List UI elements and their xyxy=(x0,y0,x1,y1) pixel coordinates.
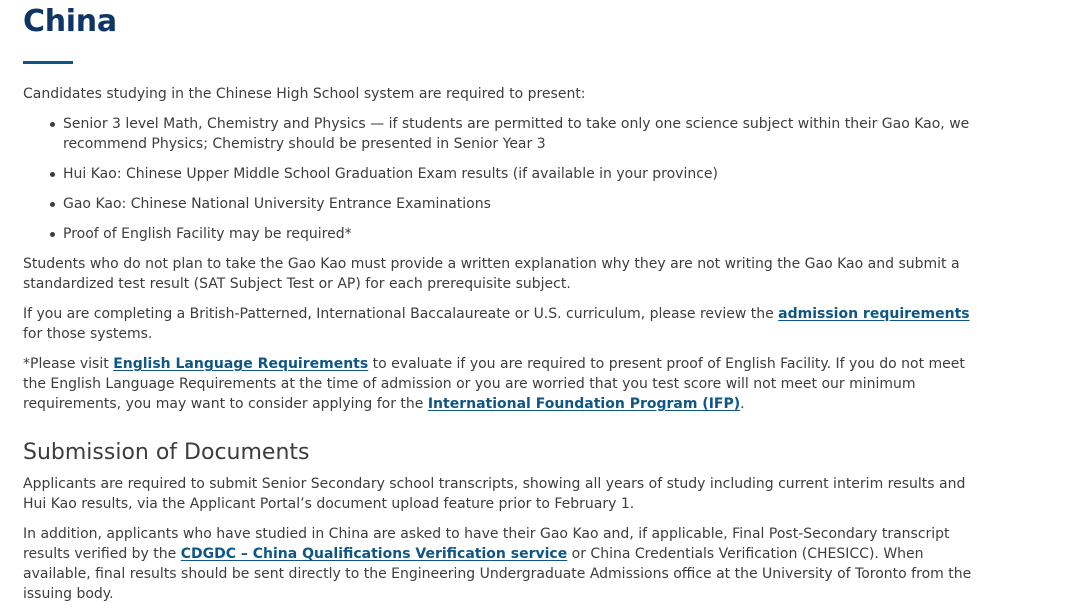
submission-text-after: or China Credentials Verification (CHESICC). When available, final results should be sent directly to the Engineering Undergraduate Admissions office at the University of Toronto from the issuing body. xyxy=(23,546,972,602)
submission-heading: Submission of Documents xyxy=(23,440,310,465)
main-content xyxy=(23,84,983,614)
admission-requirements-link[interactable]: admission requirements xyxy=(778,306,970,322)
requirements-list xyxy=(23,114,983,244)
other-curriculum-text-after: for those systems. xyxy=(23,326,153,342)
submission-paragraph-2 xyxy=(23,524,983,604)
intro-paragraph: Candidates studying in the Chinese High School system are required to present: xyxy=(23,86,586,102)
title-underline-rule xyxy=(23,61,73,64)
list-item: Senior 3 level Math, Chemistry and Physics — if students are permitted to take only one science subject within their Gao Kao, we recommend Physics; Chemistry should be presented in Senior Year 3 xyxy=(63,114,983,154)
english-note-text-2: to evaluate if you are required to present proof of English Facility. If you do not meet the English Language Requirements at the time of admission or you are worried that you test score will not meet our minimum requirements, you may want to consider applying for the xyxy=(23,356,965,412)
english-note-text-1: *Please visit xyxy=(23,356,114,372)
list-item: Proof of English Facility may be required* xyxy=(63,224,983,244)
list-item: Gao Kao: Chinese National University Entrance Examinations xyxy=(63,194,983,214)
page-title: China xyxy=(23,4,117,39)
other-curriculum-text-before: If you are completing a British-Patterned, International Baccalaureate or U.S. curriculum, please review the xyxy=(23,306,779,322)
english-note-text-3: . xyxy=(740,396,745,412)
other-curriculum-paragraph xyxy=(23,304,983,344)
english-note-paragraph xyxy=(23,354,983,414)
list-item: Hui Kao: Chinese Upper Middle School Graduation Exam results (if available in your province) xyxy=(63,164,983,184)
submission-text-before: In addition, applicants who have studied in China are asked to have their Gao Kao and, if applicable, Final Post-Secondary transcript results verified by the xyxy=(23,526,950,562)
cdgdc-verification-link[interactable]: CDGDC – China Qualifications Verification service xyxy=(180,546,568,562)
submission-paragraph-1: Applicants are required to submit Senior Secondary school transcripts, showing all years of study including current interim results and Hui Kao results, via the Applicant Portal’s document upload feature prior to February 1. xyxy=(23,476,966,512)
no-gaokao-paragraph: Students who do not plan to take the Gao Kao must provide a written explanation why they are not writing the Gao Kao and submit a standardized test result (SAT Subject Test or AP) for each prerequisite subject. xyxy=(23,256,960,292)
international-foundation-program-link[interactable]: International Foundation Program (IFP) xyxy=(427,396,741,412)
english-language-requirements-link[interactable]: English Language Requirements xyxy=(113,356,369,372)
